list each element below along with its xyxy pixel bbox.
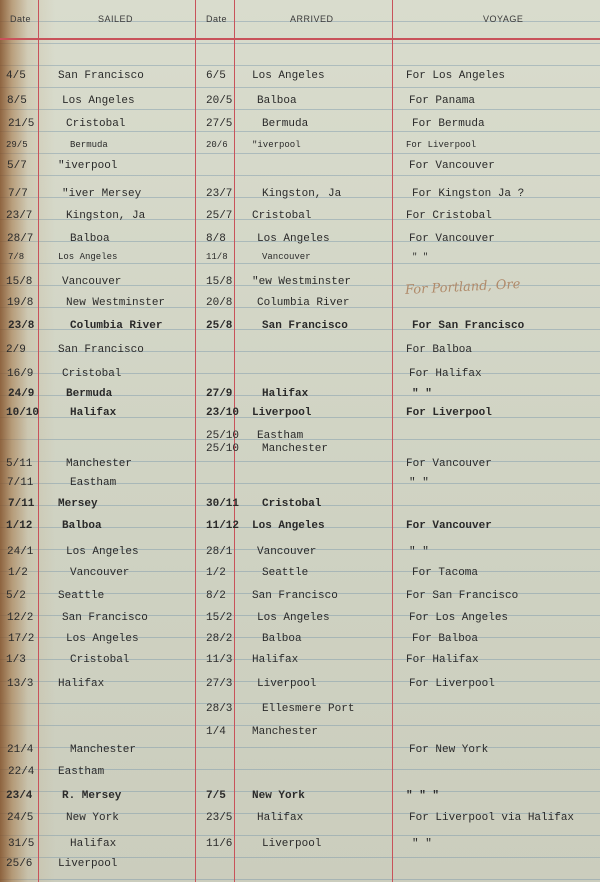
arrived-date: 8/8 [206,233,226,245]
voyage-destination: For Los Angeles [409,612,509,624]
sailed-port: New Westminster [66,297,166,309]
sailed-date: 31/5 [8,838,35,850]
voyage-destination: For Kingston Ja ? [412,188,525,200]
arrived-port: Ellesmere Port [262,703,355,715]
sailed-port: Manchester [66,458,133,470]
sailed-port: San Francisco [58,70,144,82]
arrived-date: 20/6 [206,140,228,150]
arrived-port: Balboa [257,95,297,107]
sailed-date: 1/2 [8,567,28,579]
arrived-port: New York [252,790,305,802]
sailed-date: 28/7 [7,233,34,245]
arrived-date: 27/3 [206,678,233,690]
voyage-destination: For Halifax [409,368,482,380]
arrived-date: 28/1 [206,546,233,558]
arrived-date: 20/5 [206,95,233,107]
voyage-destination: For Balboa [412,633,479,645]
arrived-date: 30/11 [206,498,240,510]
arrived-date: 15/8 [206,276,233,288]
sailed-date: 5/7 [7,160,27,172]
sailed-date: 23/7 [6,210,33,222]
sailed-date: 7/11 [7,477,34,489]
sailed-date: 15/8 [6,276,33,288]
sailed-date: 17/2 [8,633,35,645]
voyage-destination: For Los Angeles [406,70,506,82]
arrived-port: San Francisco [262,320,348,332]
voyage-destination: " " [412,252,429,262]
sailed-port: Manchester [70,744,137,756]
header-arrived: ARRIVED [290,14,334,24]
sailed-port: Seattle [58,590,105,602]
voyage-destination: For Cristobal [406,210,492,222]
sailed-date: 22/4 [8,766,35,778]
handwritten-note: For Portland, Ore [404,276,521,299]
arrived-port: Halifax [262,388,309,400]
sailed-date: 29/5 [6,140,28,150]
sailed-date: 7/11 [8,498,35,510]
voyage-destination: For Liverpool [406,407,492,419]
sailed-date: 24/9 [8,388,35,400]
voyage-destination: For Bermuda [412,118,485,130]
sailed-date: 21/5 [8,118,35,130]
sailed-port: Los Angeles [66,633,139,645]
sailed-port: R. Mersey [62,790,122,802]
sailed-port: New York [66,812,119,824]
arrived-port: "ew Westminster [252,276,352,288]
arrived-port: Liverpool [262,838,322,850]
sailed-port: Los Angeles [62,95,135,107]
arrived-date: 23/5 [206,812,233,824]
sailed-port: Los Angeles [58,252,118,262]
sailed-date: 12/2 [7,612,34,624]
header-sailed: SAILED [98,14,134,24]
arrived-port: Balboa [262,633,302,645]
arrived-date: 11/8 [206,252,228,262]
sailed-port: Cristobal [62,368,122,380]
arrived-date: 11/3 [206,654,233,666]
sailed-port: Mersey [58,498,98,510]
sailed-port: Halifax [70,407,117,419]
voyage-destination: For Vancouver [406,520,492,532]
header-date-sailed: Date [10,14,32,24]
sailed-date: 1/3 [6,654,26,666]
voyage-destination: " " [412,388,432,400]
sailed-date: 23/8 [8,320,35,332]
sailed-port: Balboa [62,520,102,532]
arrived-date: 25/8 [206,320,233,332]
arrived-port: Manchester [262,443,329,455]
sailed-date: 10/10 [6,407,40,419]
arrived-date: 20/8 [206,297,233,309]
arrived-date: 1/4 [206,726,226,738]
arrived-port: Seattle [262,567,309,579]
arrived-port: Kingston, Ja [262,188,342,200]
arrived-port: Los Angeles [257,612,330,624]
arrived-date: 1/2 [206,567,226,579]
sailed-port: Cristobal [70,654,130,666]
sailed-port: Kingston, Ja [66,210,146,222]
sailed-port: Vancouver [70,567,130,579]
column-divider [392,0,393,882]
sailed-date: 5/2 [6,590,26,602]
voyage-destination: For Vancouver [406,458,492,470]
arrived-date: 28/3 [206,703,233,715]
voyage-destination: " " " [406,790,440,802]
sailed-port: Los Angeles [66,546,139,558]
arrived-port: Cristobal [262,498,322,510]
arrived-port: "iverpool [252,140,301,150]
arrived-port: Vancouver [257,546,317,558]
arrived-date: 25/10 [206,443,240,455]
arrived-port: Los Angeles [252,520,325,532]
sailed-date: 23/4 [6,790,33,802]
header-voyage: VOYAGE [483,14,524,24]
arrived-date: 7/5 [206,790,226,802]
sailed-date: 8/5 [7,95,27,107]
arrived-port: Liverpool [252,407,312,419]
sailed-port: San Francisco [62,612,148,624]
sailed-port: Halifax [58,678,105,690]
sailed-port: "iver Mersey [62,188,142,200]
sailed-port: San Francisco [58,344,144,356]
voyage-destination: For Vancouver [409,160,495,172]
sailed-port: "iverpool [58,160,118,172]
arrived-port: Bermuda [262,118,309,130]
sailed-date: 2/9 [6,344,26,356]
arrived-date: 11/12 [206,520,240,532]
voyage-destination: For New York [409,744,489,756]
arrived-port: Vancouver [262,252,311,262]
voyage-destination: For San Francisco [406,590,519,602]
sailed-date: 13/3 [7,678,34,690]
arrived-date: 27/5 [206,118,233,130]
voyage-destination: For Tacoma [412,567,479,579]
arrived-port: Columbia River [257,297,350,309]
voyage-destination: For Balboa [406,344,473,356]
arrived-date: 23/10 [206,407,240,419]
arrived-port: Eastham [257,430,304,442]
arrived-port: Cristobal [252,210,312,222]
header-row [0,0,600,40]
sailed-port: Vancouver [62,276,122,288]
sailed-port: Cristobal [66,118,126,130]
column-divider [38,0,39,882]
arrived-port: Manchester [252,726,319,738]
sailed-date: 4/5 [6,70,26,82]
sailed-date: 21/4 [7,744,34,756]
voyage-destination: For Halifax [406,654,479,666]
sailed-date: 7/7 [8,188,28,200]
sailed-date: 19/8 [7,297,34,309]
sailed-date: 1/12 [6,520,33,532]
arrived-port: San Francisco [252,590,338,602]
sailed-port: Columbia River [70,320,163,332]
sailed-port: Halifax [70,838,117,850]
sailed-port: Liverpool [58,858,118,870]
voyage-destination: " " [412,838,432,850]
sailed-port: Balboa [70,233,110,245]
column-divider [195,0,196,882]
voyage-destination: For Liverpool via Halifax [409,812,575,824]
arrived-port: Los Angeles [252,70,325,82]
sailed-port: Bermuda [70,140,108,150]
sailed-date: 16/9 [7,368,34,380]
arrived-date: 25/7 [206,210,233,222]
arrived-date: 6/5 [206,70,226,82]
voyage-destination: " " [409,477,429,489]
sailed-port: Eastham [58,766,105,778]
voyage-destination: For San Francisco [412,320,525,332]
voyage-destination: For Liverpool [406,140,477,150]
arrived-date: 8/2 [206,590,226,602]
arrived-port: Los Angeles [257,233,330,245]
header-date-arrived: Date [206,14,228,24]
arrived-port: Halifax [252,654,299,666]
sailed-date: 25/6 [6,858,33,870]
sailed-port: Bermuda [66,388,113,400]
voyage-destination: For Panama [409,95,476,107]
sailed-date: 7/8 [8,252,25,262]
sailed-date: 5/11 [6,458,33,470]
voyage-destination: " " [409,546,429,558]
arrived-date: 15/2 [206,612,233,624]
arrived-date: 23/7 [206,188,233,200]
arrived-date: 25/10 [206,430,240,442]
arrived-port: Liverpool [257,678,317,690]
arrived-date: 11/6 [206,838,233,850]
arrived-port: Halifax [257,812,304,824]
sailed-date: 24/1 [7,546,34,558]
sailed-port: Eastham [70,477,117,489]
voyage-destination: For Vancouver [409,233,495,245]
arrived-date: 28/2 [206,633,233,645]
sailed-date: 24/5 [7,812,34,824]
arrived-date: 27/9 [206,388,233,400]
voyage-destination: For Liverpool [409,678,495,690]
